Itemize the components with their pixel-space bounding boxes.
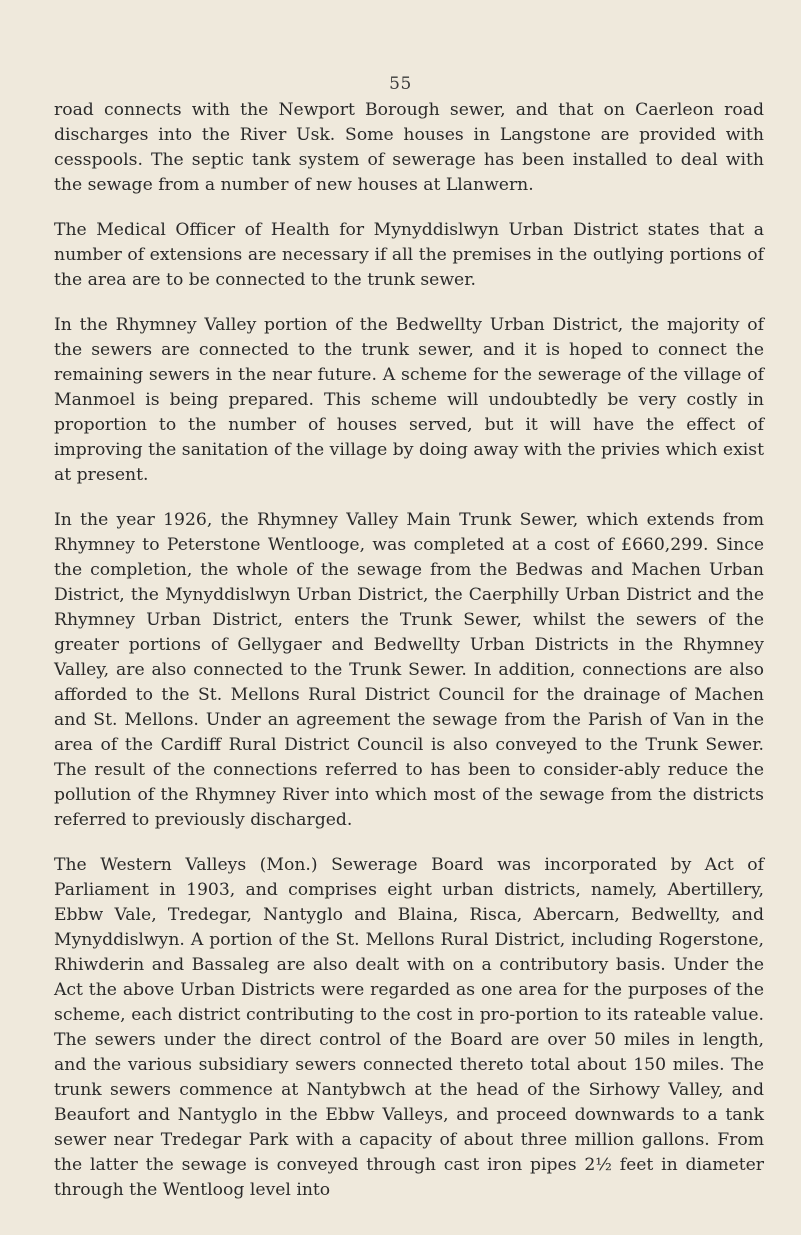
paragraph-bedwellty: In the Rhymney Valley portion of the Bedwellty Urban District, the majority of the sewers are connected to the trunk sewer, and it is hoped to connect the remaining sewers in the near future. A scheme for the sewerage of the village of Manmoel is being prepared. This scheme will undoubtedly be very costly in proportion to the number of houses served, but it will have the effect of improving the sanitation of the village by doing away with the privies which exist at present.: [54, 315, 764, 485]
paragraph-western-valleys-board: The Western Valleys (Mon.) Sewerage Board was incorporated by Act of Parliament in 1903, and comprises eight urban districts, namely, Abertillery, Ebbw Vale, Tredegar, Nantyglo and Blaina, Risca, Abercarn, Bedwellty, and Mynyddislwyn. A portion of the St. Mellons Rural District, including Rogerstone, Rhiwderin and Bassaleg are also dealt with on a contributory basis. Under the Act the above Urban Districts were regarded as one area for the purposes of the scheme, each district contributing to the cost in pro-portion to its rateable value. The sewers under the direct control of the Board are over 50 miles in length, and the various subsidiary sewers connected thereto total about 150 miles. The trunk sewers commence at Nantybwch at the head of the Sirhowy Valley, and Beaufort and Nantyglo in the Ebbw Valleys, and proceed downwards to a tank sewer near Tredegar Park with a capacity of about three million gallons. From the latter the sewage is conveyed through cast iron pipes 2½ feet in diameter through the Wentloog level into: [54, 855, 764, 1200]
paragraph-rhymney-trunk-sewer: In the year 1926, the Rhymney Valley Main Trunk Sewer, which extends from Rhymney to Peterstone Wentlooge, was completed at a cost of £660,299. Since the completion, the whole of the sewage from the Bedwas and Machen Urban District, the Mynyddislwyn Urban District, the Caerphilly Urban District and the Rhymney Urban District, enters the Trunk Sewer, whilst the sewers of the greater portions of Gellygaer and Bedwellty Urban Districts in the Rhymney Valley, are also connected to the Trunk Sewer. In addition, connections are also afforded to the St. Mellons Rural District Council for the drainage of Machen and St. Mellons. Under an agreement the sewage from the Parish of Van in the area of the Cardiff Rural District Council is also conveyed to the Trunk Sewer. The result of the connections referred to has been to consider-ably reduce the pollution of the Rhymney River into which most of the sewage from the districts referred to previously discharged.: [54, 510, 764, 830]
page-body: [54, 98, 764, 1223]
paragraph-mynyddislwyn: The Medical Officer of Health for Mynyddislwyn Urban District states that a number of extensions are necessary if all the premises in the outlying portions of the area are to be connected to the trunk sewer.: [54, 220, 764, 290]
paragraph-continuation: road connects with the Newport Borough sewer, and that on Caerleon road discharges into the River Usk. Some houses in Langstone are provided with cesspools. The septic tank system of sewerage has been installed to deal with the sewage from a number of new houses at Llanwern.: [54, 100, 764, 195]
page-number: 55: [389, 74, 412, 94]
